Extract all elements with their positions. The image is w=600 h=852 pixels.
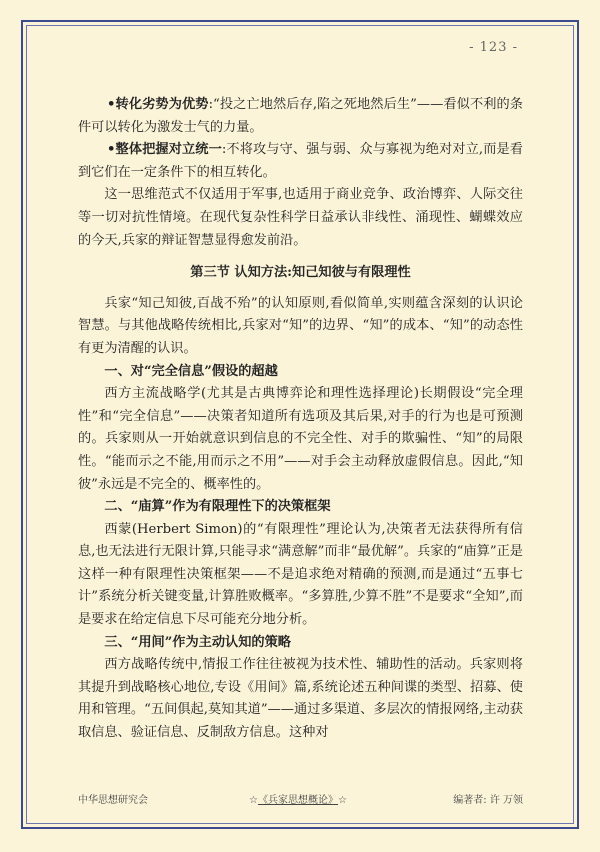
footer-book-title: [249, 791, 347, 806]
bullet-text: :“投之亡地然后存,陷之死地然后生”——看似不利的条件可以转化为激发士气的力量。: [78, 97, 523, 135]
footer-organization: 中华思想研究会: [78, 795, 148, 806]
book-title: 《兵家思想概论》: [257, 795, 338, 806]
section-title: 第三节 认知方法:知己知彼与有限理性: [190, 265, 411, 281]
bullet-text: :不将攻与守、强与弱、众与寡视为绝对对立,而是看到它们在一定条件下的相互转化。: [78, 142, 523, 180]
bullet-item: [78, 139, 523, 184]
star-icon: ☆: [249, 795, 258, 806]
footer-author: 编著者: 许 万领: [453, 795, 523, 806]
page-footer: [78, 791, 523, 807]
body-text: [78, 94, 523, 745]
paragraph: 西蒙(Herbert Simon)的“有限理性”理论认为,决策者无法获得所有信息,也无法进行无限计算,只能寻求“满意解”而非“最优解”。兵家的“庙算”正是这样一种有限理性决策框架——不是追求绝对精确的预测,而是通过“五事七计”系统分析关键变量,计算胜败概率。“多算胜,少算不胜”不是要求“全知”,而是要求在给定信息下尽可能充分地分析。: [78, 521, 523, 628]
paragraph: 这一思维范式不仅适用于军事,也适用于商业竞争、政治博弈、人际交往等一切对抗性情境。在现代复杂性科学日益承认非线性、涌现性、蝴蝶效应的今天,兵家的辩证智慧显得愈发前沿。: [78, 187, 523, 248]
bullet-head: •转化劣势为优势: [107, 97, 209, 112]
paragraph: 西方主流战略学(尤其是古典博弈论和理性选择理论)长期假设“完全理性”和“完全信息”——决策者知道所有选项及其后果,对手的行为也是可预测的。兵家则从一开始就意识到信息的不完全性、对手的欺骗性、“知”的局限性。“能而示之不能,用而示之不用”——对手会主动释放虚假信息。因此,“知彼”永远是不完全的、概率性的。: [78, 386, 523, 492]
bullet-item: [78, 94, 523, 139]
page-number: - 123 -: [469, 40, 518, 55]
star-icon: ☆: [337, 795, 347, 806]
subsection-title: 二、“庙算”作为有限理性下的决策框架: [104, 499, 331, 515]
paragraph: 兵家“知己知彼,百战不殆”的认知原则,看似简单,实则蕴含深刻的认识论智慧。与其他战略传统相比,兵家对“知”的边界、“知”的成本、“知”的动态性有更为清醒的认识。: [78, 295, 523, 356]
subsection-title: 三、“用间”作为主动认知的策略: [104, 634, 291, 650]
subsection-title: 一、对“完全信息”假设的超越: [104, 363, 278, 379]
paragraph: 西方战略传统中,情报工作往往被视为技术性、辅助性的活动。兵家则将其提升到战略核心地位,专设《用间》篇,系统论述五种间谍的类型、招募、使用和管理。“五间俱起,莫知其道”——通过多渠道、多层次的情报网络,主动获取信息、验证信息、反制敌方信息。这种对: [78, 657, 523, 741]
bullet-head: •整体把握对立统一: [107, 142, 222, 158]
